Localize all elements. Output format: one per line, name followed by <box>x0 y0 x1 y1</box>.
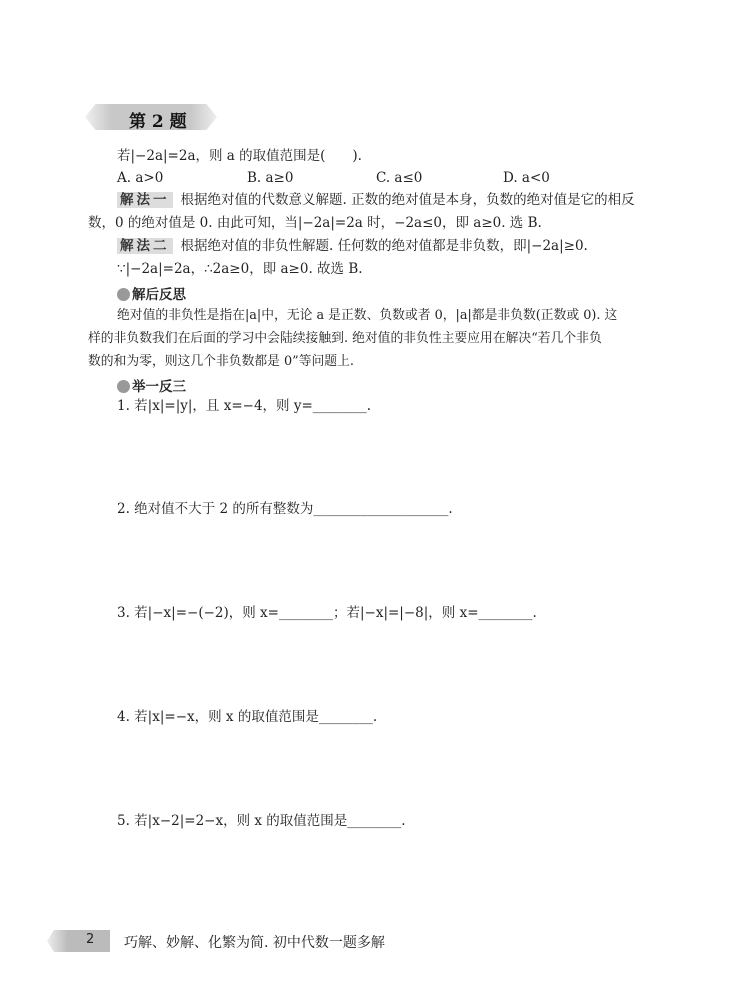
reflection-heading: 解后反思 <box>117 283 186 303</box>
practice-heading: 举一反三 <box>117 375 186 395</box>
solution-2-label: 解法二 <box>117 238 173 254</box>
solution-1: 解法一 根据绝对值的代数意义解题. 正数的绝对值是本身，负数的绝对值是它的相反 <box>117 191 635 209</box>
practice-item-5: 5. 若|x−2|=2−x，则 x 的取值范围是________. <box>117 813 406 829</box>
solution-1-label: 解法一 <box>117 192 173 208</box>
page-number: 2 <box>86 932 95 947</box>
problem-heading: 第 2 题 <box>85 104 217 130</box>
option-c: C. a≤0 <box>376 170 423 186</box>
solution-1-line2: 数，0 的绝对值是 0. 由此可知，当|−2a|=2a 时，−2a≤0，即 a≥0. 选 B. <box>88 215 542 231</box>
pencil-icon <box>117 380 130 393</box>
option-b: B. a≥0 <box>247 170 294 186</box>
practice-item-3: 3. 若|−x|=−(−2)，则 x=________；若|−x|=|−8|，则 x=________. <box>117 605 537 621</box>
reflection-line: 数的和为零，则这几个非负数都是 0”等问题上. <box>88 354 354 369</box>
solution-2: 解法二 根据绝对值的非负性解题. 任何数的绝对值都是非负数，即|−2a|≥0. <box>117 237 588 255</box>
reflection-line: 样的非负数我们在后面的学习中会陆续接触到. 绝对值的非负性主要应用在解决“若几个非负 <box>88 331 602 346</box>
practice-item-1: 1. 若|x|=|y|，且 x=−4，则 y=________. <box>117 398 372 414</box>
practice-item-2: 2. 绝对值不大于 2 的所有整数为____________________. <box>117 501 453 517</box>
option-d: D. a<0 <box>503 170 550 186</box>
pencil-icon <box>117 288 130 301</box>
book-title: 巧解、妙解、化繁为简. 初中代数一题多解 <box>124 935 385 951</box>
question: 若|−2a|=2a，则 a 的取值范围是( ). <box>117 148 362 164</box>
solution-2-line2: ∵|−2a|=2a，∴2a≥0，即 a≥0. 故选 B. <box>117 261 363 277</box>
option-a: A. a>0 <box>117 170 164 186</box>
practice-item-4: 4. 若|x|=−x，则 x 的取值范围是________. <box>117 709 378 725</box>
reflection-line: 绝对值的非负性是指在|a|中，无论 a 是正数、负数或者 0，|a|都是非负数(正数或 0). 这 <box>117 308 618 323</box>
